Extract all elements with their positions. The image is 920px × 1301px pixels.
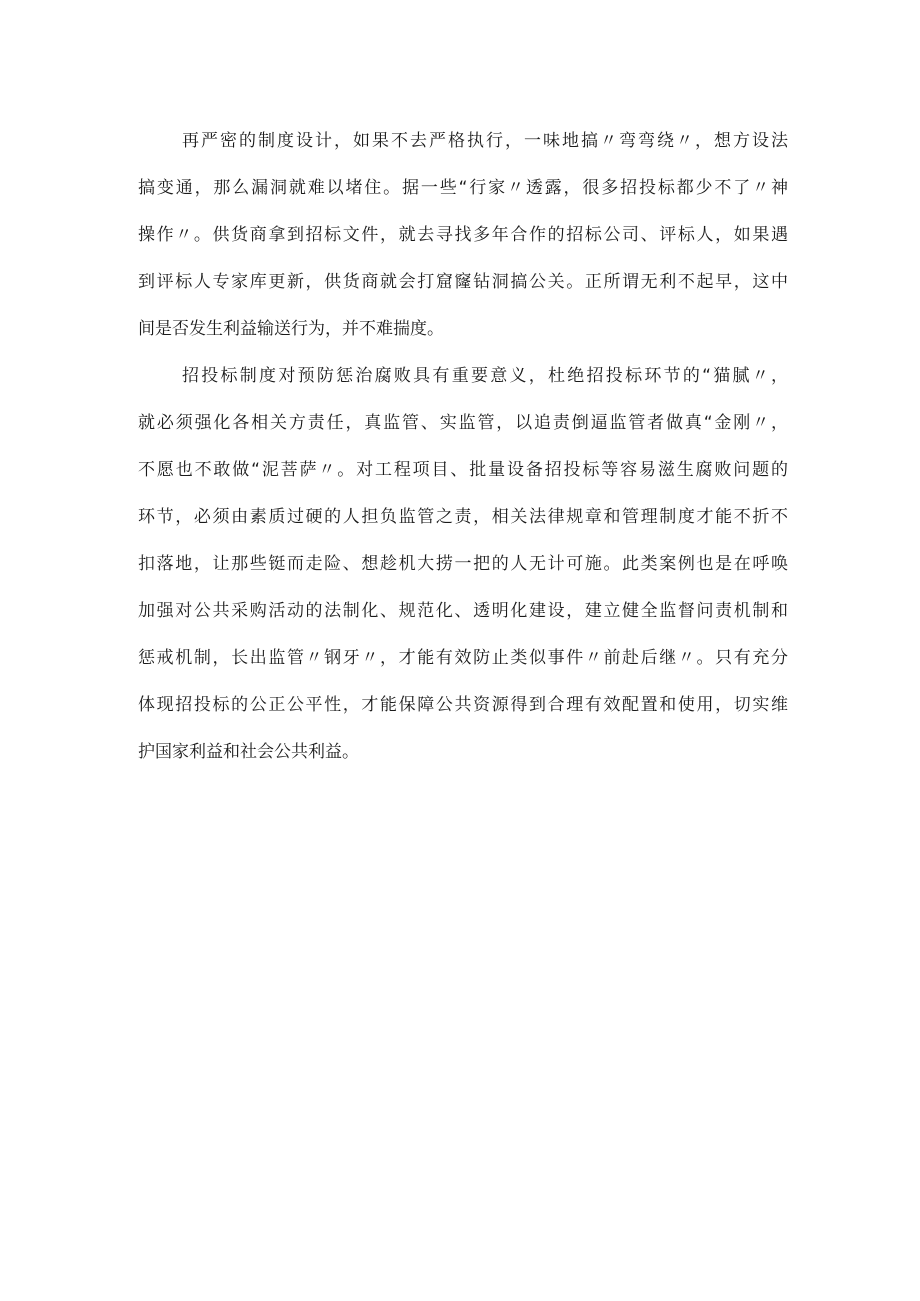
paragraph-1 bbox=[138, 118, 788, 353]
paragraph-line: 再严密的制度设计，如果不去严格执行，一味地搞〃弯弯绕〃，想方设法 bbox=[182, 131, 788, 151]
paragraph-2 bbox=[138, 353, 788, 776]
paragraph-line: 护国家利益和社会公共利益。 bbox=[138, 742, 359, 762]
paragraph-line: 就必须强化各相关方责任，真监管、实监管，以追责倒逼监管者做真“金刚〃， bbox=[138, 413, 788, 433]
paragraph-line: 到评标人专家库更新，供货商就会打窟窿钻洞搞公关。正所谓无利不起早，这中 bbox=[138, 272, 788, 292]
paragraph-line: 操作〃。供货商拿到招标文件，就去寻找多年合作的招标公司、评标人，如果遇 bbox=[138, 225, 788, 245]
paragraph-line: 搞变通，那么漏洞就难以堵住。据一些“行家〃透露，很多招投标都少不了〃神 bbox=[138, 178, 788, 198]
paragraph-line: 体现招投标的公正公平性，才能保障公共资源得到合理有效配置和使用，切实维 bbox=[138, 695, 788, 715]
paragraph-line: 招投标制度对预防惩治腐败具有重要意义，杜绝招投标环节的“猫腻〃， bbox=[182, 366, 788, 386]
paragraph-line: 加强对公共采购活动的法制化、规范化、透明化建设，建立健全监督问责机制和 bbox=[138, 601, 788, 621]
document-body bbox=[138, 118, 788, 776]
paragraph-line: 不愿也不敢做“泥菩萨〃。对工程项目、批量设备招投标等容易滋生腐败问题的 bbox=[138, 460, 788, 480]
paragraph-line: 环节，必须由素质过硬的人担负监管之责，相关法律规章和管理制度才能不折不 bbox=[138, 507, 788, 527]
paragraph-line: 扣落地，让那些铤而走险、想趁机大捞一把的人无计可施。此类案例也是在呼唤 bbox=[138, 554, 788, 574]
paragraph-line: 间是否发生利益输送行为，并不难揣度。 bbox=[138, 319, 444, 339]
paragraph-line: 惩戒机制，长出监管〃钢牙〃，才能有效防止类似事件〃前赴后继〃。只有充分 bbox=[138, 648, 788, 668]
